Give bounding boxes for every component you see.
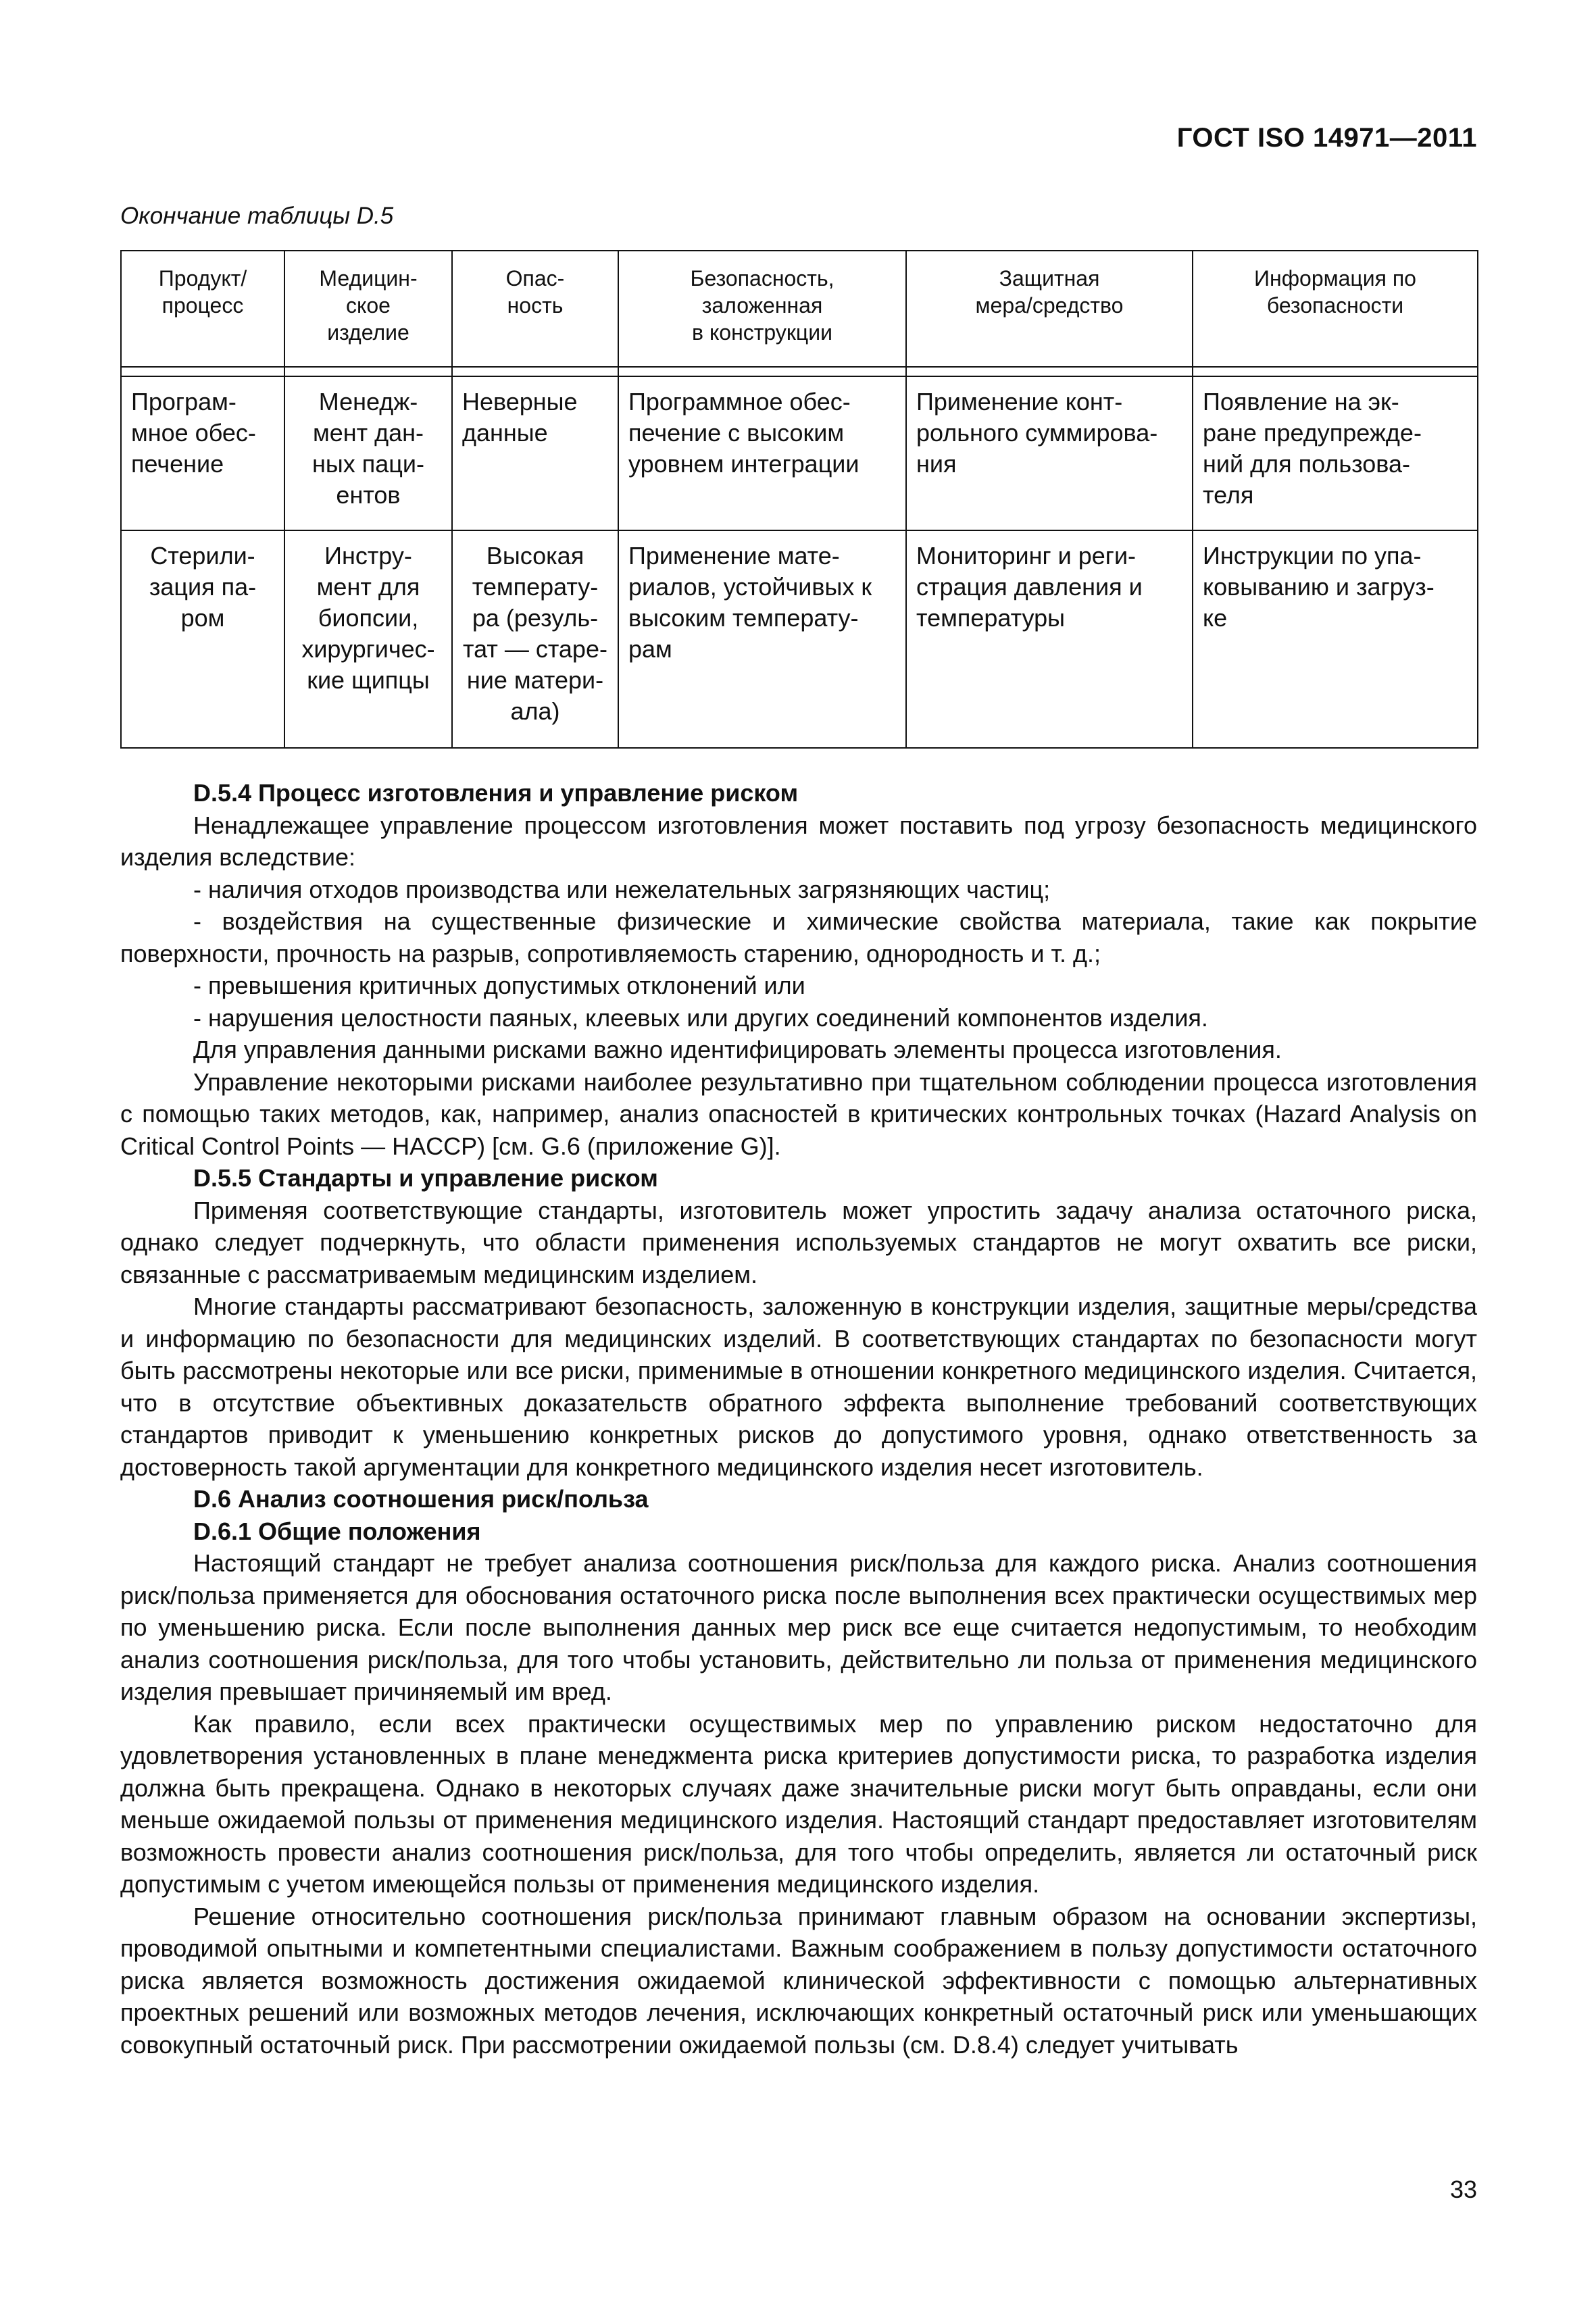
separator-cell: [284, 367, 452, 376]
table-header-cell: Информация по безопасности: [1193, 251, 1478, 367]
paragraph: Настоящий стандарт не требует анализа соотношения риск/польза для каждого риска. Анализ соотношения риск/польза применяется для обоснования остаточного риска после выполнения всех практически осуществимых мер по уменьшению риска. Если после выполнения данных мер риск все еще считается недопустимым, то необходим анализ соотношения риск/польза, для того чтобы установить, действительно ли польза от применения медицинского изделия превышает причиняемый им вред.: [120, 1549, 1477, 1705]
table-caption: Окончание таблицы D.5: [120, 203, 394, 229]
paragraph: Для управления данными рисками важно идентифицировать элементы процесса изготовления.: [193, 1036, 1282, 1063]
page-number: 33: [1449, 2175, 1477, 2203]
hazard-table: [120, 250, 1478, 749]
separator-cell: [906, 367, 1193, 376]
separator-cell: [452, 367, 618, 376]
table-cell: Програм- мное обес- печение: [121, 376, 284, 530]
paragraph: - превышения критичных допустимых отклонений или: [193, 972, 805, 999]
table-cell: Программное обес- печение с высоким уровнем интеграции: [618, 376, 906, 530]
table-cell: Применение мате- риалов, устойчивых к высоким температу- рам: [618, 530, 906, 748]
paragraph: - наличия отходов производства или нежелательных загрязняющих частиц;: [193, 875, 1051, 903]
paragraph: Ненадлежащее управление процессом изготовления может поставить под угрозу безопасность медицинского изделия вследствие:: [120, 811, 1477, 871]
table-cell: Мониторинг и реги- страция давления и температуры: [906, 530, 1193, 748]
standard-designation: ГОСТ ISO 14971—2011: [1176, 123, 1477, 153]
paragraph: - воздействия на существенные физические и химические свойства материала, такие как покрытие поверхности, прочность на разрыв, сопротивляемость старению, однородность и т. д.;: [120, 907, 1477, 967]
paragraph: Как правило, если всех практически осуществимых мер по управлению риском недостаточно для удовлетворения установленных в плане менеджмента риска критериев допустимости риска, то разработка изделия должна быть прекращена. Однако в некоторых случаях даже значительные риски могут быть оправданы, если они меньше ожидаемой пользы от применения медицинского изделия. Настоящий стандарт предоставляет изготовителям возможность провести анализ соотношения риск/польза, для того чтобы определить, является ли остаточный риск допустимым с учетом имеющейся пользы от применения медицинского изделия.: [120, 1709, 1477, 1898]
section-heading: D.6.1 Общие положения: [193, 1517, 481, 1545]
table-header-cell: Опас- ность: [452, 251, 618, 367]
paragraph: Управление некоторыми рисками наиболее результативно при тщательном соблюдении процесса изготовления с помощью таких методов, как, например, анализ опасностей в критических контрольных точках (Hazard Analysis on Critical Control Points — HACCP) [см. G.6 (приложение G)].: [120, 1067, 1477, 1160]
table-cell: Стерили- зация па- ром: [121, 530, 284, 748]
table-row: [121, 376, 1478, 530]
table-header-cell: Медицин- ское изделие: [284, 251, 452, 367]
table-cell: Инструкции по упа- ковыванию и загруз- ке: [1193, 530, 1478, 748]
table-cell: Менедж- мент дан- ных паци- ентов: [284, 376, 452, 530]
table-cell: Неверные данные: [452, 376, 618, 530]
table-row: [121, 530, 1478, 748]
table-cell: Высокая температу- ра (резуль- тат — старе- ние матери- ала): [452, 530, 618, 748]
paragraph: - нарушения целостности паяных, клеевых или других соединений компонентов изделия.: [193, 1003, 1208, 1032]
table-cell: Применение конт- рольного суммирова- ния: [906, 376, 1193, 530]
table-header-cell: Безопасность, заложенная в конструкции: [618, 251, 906, 367]
paragraph: Многие стандарты рассматривают безопасность, заложенную в конструкции изделия, защитные меры/средства и информацию по безопасности для медицинских изделий. В соответствующих стандартах по безопасности могут быть рассмотрены некоторые или все риски, применимые в отношении конкретного медицинского изделия. Считается, что в отсутствие объективных доказательств обратного эффекта выполнение требований соответствующих стандартов приводит к уменьшению конкретных рисков до допустимого уровня, однако ответственность за достоверность такой аргументации для конкретного медицинского изделия несет изготовитель.: [120, 1292, 1477, 1481]
section-heading: D.6 Анализ соотношения риск/польза: [193, 1485, 649, 1513]
table-header-row: [121, 251, 1478, 367]
paragraph: Решение относительно соотношения риск/польза принимают главным образом на основании экспертизы, проводимой опытными и компетентными специалистами. Важным соображением в пользу допустимости остаточного риска является возможность достижения ожидаемой клинической эффективности с помощью альтернативных проектных решений или возможных методов лечения, исключающих конкретный остаточный риск или уменьшающих совокупный остаточный риск. При рассмотрении ожидаемой пользы (см. D.8.4) следует учитывать: [120, 1902, 1477, 2059]
separator-cell: [618, 367, 906, 376]
paragraph: Применяя соответствующие стандарты, изготовитель может упростить задачу анализа остаточного риска, однако следует подчеркнуть, что области применения используемых стандартов не могут охватить все риски, связанные с рассматриваемым медицинским изделием.: [120, 1196, 1477, 1288]
table-body: [121, 367, 1478, 748]
body-text: [120, 777, 1477, 2061]
table-header-separator: [121, 367, 1478, 376]
table-cell: Инстру- мент для биопсии, хирургичес- кие щипцы: [284, 530, 452, 748]
table-header-cell: Защитная мера/средство: [906, 251, 1193, 367]
section-heading: D.5.5 Стандарты и управление риском: [193, 1164, 658, 1192]
table-cell: Появление на эк- ране предупрежде- ний для пользова- теля: [1193, 376, 1478, 530]
separator-cell: [121, 367, 284, 376]
table-header-cell: Продукт/ процесс: [121, 251, 284, 367]
section-heading: D.5.4 Процесс изготовления и управление риском: [193, 779, 799, 807]
separator-cell: [1193, 367, 1478, 376]
